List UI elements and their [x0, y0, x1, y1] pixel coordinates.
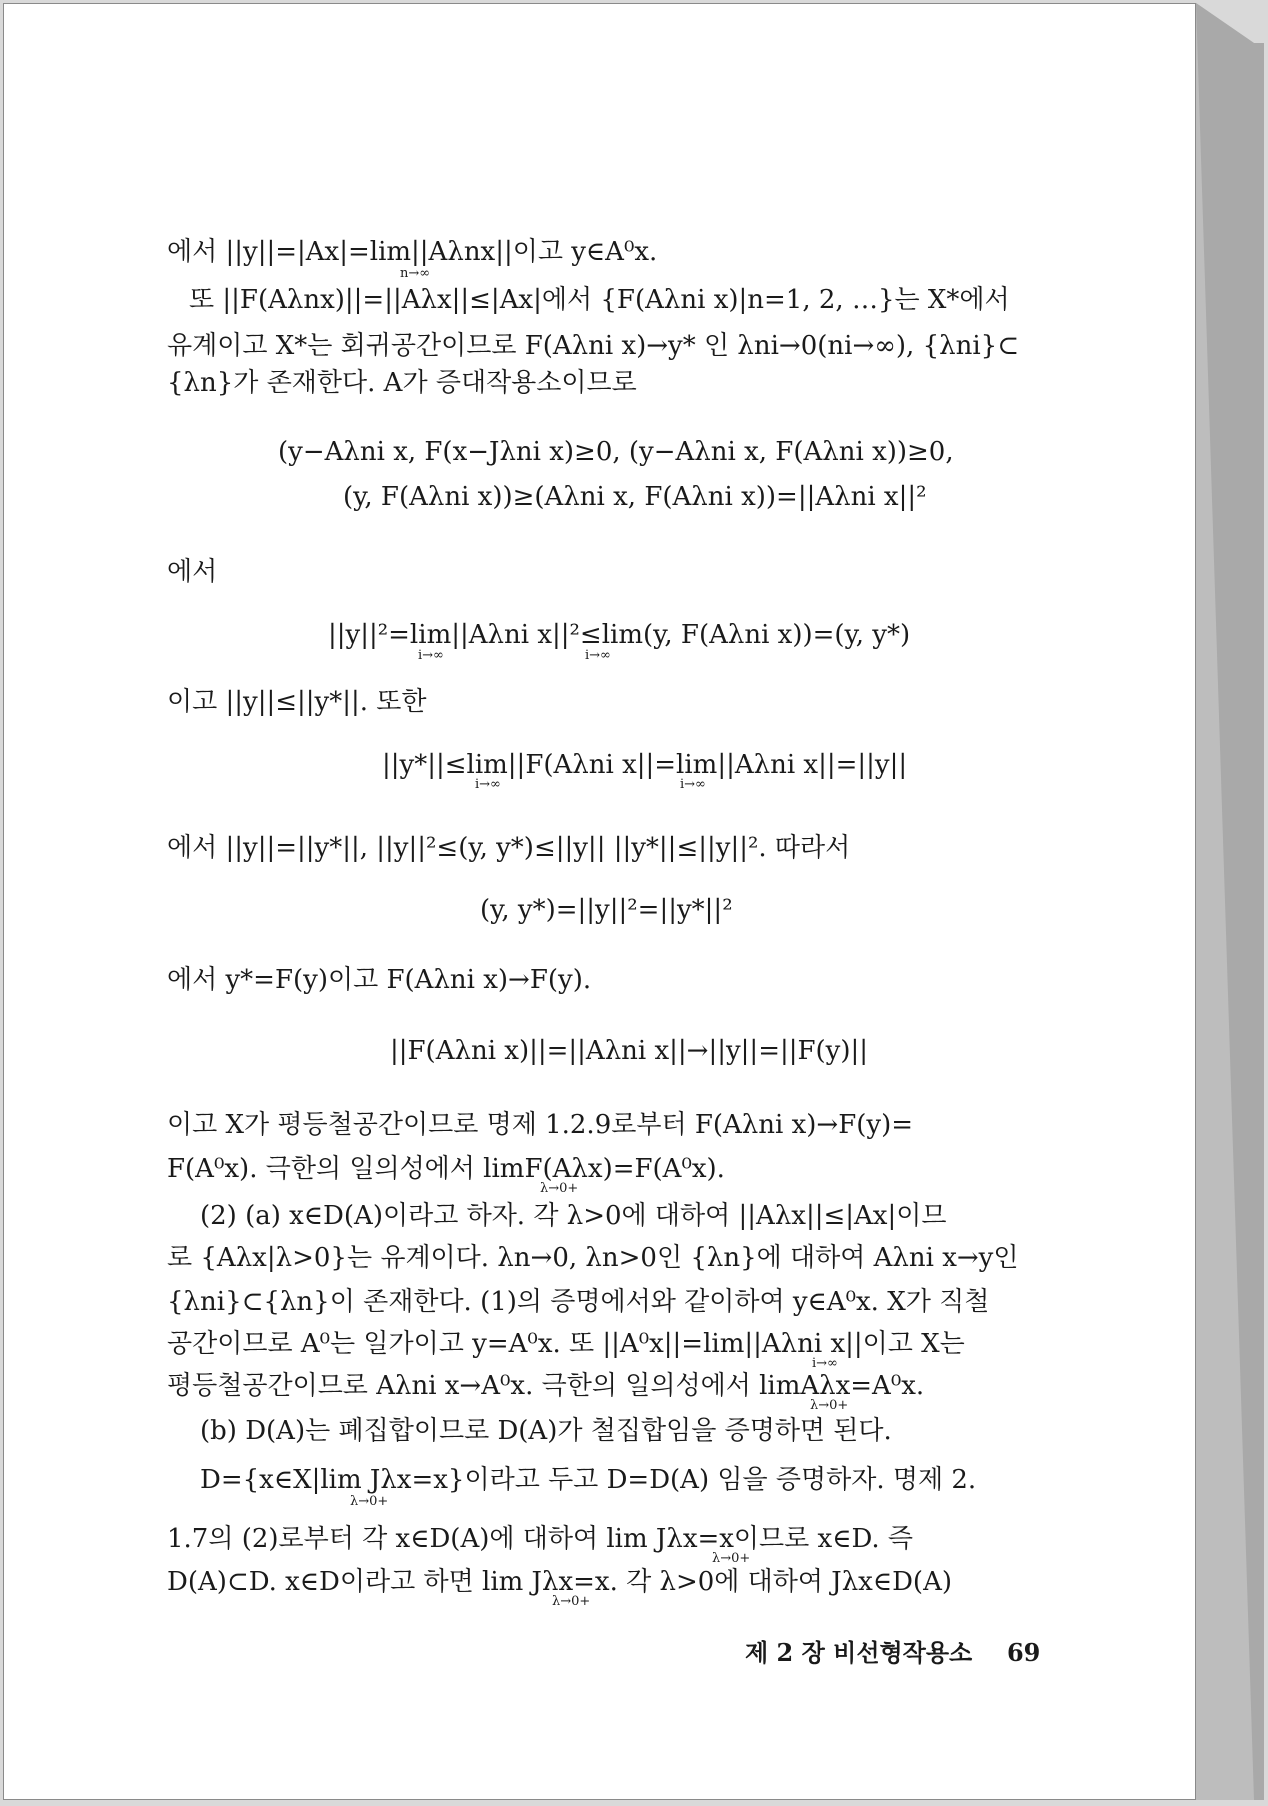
text-line-1: 에서 ||y||=|Ax|=lim||Aλnx||이고 y∈A⁰x.	[167, 237, 658, 267]
text-line-2: 또 ||F(Aλnx)||=||Aλx||≤|Ax|에서 {F(Aλni x)|n=1, 2, …}는 X*에서	[189, 285, 1010, 315]
equation-2: ||y||²=lim||Aλni x||²≤lim(y, F(Aλni x))=(y, y*)	[328, 620, 911, 650]
text-line-3: 유계이고 X*는 회귀공간이므로 F(Aλni x)→y* 인 λni→0(ni→∞), {λni}⊂	[167, 331, 1019, 361]
text-line-18: 1.7의 (2)로부터 각 x∈D(A)에 대하여 lim Jλx=x이므로 x∈D. 즉	[167, 1524, 914, 1554]
text-line-15: 평등철공간이므로 Aλni x→A⁰x. 극한의 일의성에서 limAλx=A⁰x.	[167, 1371, 925, 1401]
limit-subscript-3a: i→∞	[475, 777, 501, 792]
text-line-16: (b) D(A)는 폐집합이므로 D(A)가 철집합임을 증명하면 된다.	[200, 1416, 892, 1446]
limit-subscript-9: λ→0+	[552, 1594, 591, 1609]
page-stack-edge	[1196, 3, 1264, 1800]
limit-subscript-8: λ→0+	[712, 1551, 751, 1566]
equation-3: ||y*||≤lim||F(Aλni x||=lim||Aλni x||=||y||	[382, 750, 908, 780]
equation-5: ||F(Aλni x)||=||Aλni x||→||y||=||F(y)||	[390, 1036, 869, 1066]
limit-subscript-4: λ→0+	[540, 1181, 579, 1196]
text-line-10: F(A⁰x). 극한의 일의성에서 limF(Aλx)=F(A⁰x).	[167, 1154, 725, 1184]
chapter-title: 제 2 장 비선형작용소	[745, 1638, 973, 1667]
text-line-12: 로 {Aλx|λ>0}는 유계이다. λn→0, λn>0인 {λn}에 대하여 Aλni x→y인	[167, 1243, 1019, 1273]
text-line-5: 에서	[167, 557, 218, 587]
limit-subscript-5: i→∞	[812, 1356, 838, 1371]
equation-1b: (y, F(Aλni x))≥(Aλni x, F(Aλni x))=||Aλni x||²	[343, 482, 927, 512]
text-line-6: 이고 ||y||≤||y*||. 또한	[167, 687, 427, 717]
text-line-13: {λni}⊂{λn}이 존재한다. (1)의 증명에서와 같이하여 y∈A⁰x. X가 직철	[167, 1287, 990, 1317]
limit-subscript-6: λ→0+	[810, 1398, 849, 1413]
text-line-9: 이고 X가 평등철공간이므로 명제 1.2.9로부터 F(Aλni x)→F(y)=	[167, 1110, 914, 1140]
running-footer	[745, 1633, 1040, 1668]
text-line-17: D={x∈X|lim Jλx=x}이라고 두고 D=D(A) 임을 증명하자. 명제 2.	[200, 1465, 977, 1495]
text-line-19: D(A)⊂D. x∈D이라고 하면 lim Jλx=x. 각 λ>0에 대하여 Jλx∈D(A)	[167, 1567, 952, 1597]
text-line-7: 에서 ||y||=||y*||, ||y||²≤(y, y*)≤||y|| ||y*||≤||y||². 따라서	[167, 833, 851, 863]
text-line-14: 공간이므로 A⁰는 일가이고 y=A⁰x. 또 ||A⁰x||=lim||Aλni x||이고 X는	[167, 1329, 965, 1359]
page-number: 69	[1006, 1638, 1041, 1667]
equation-4: (y, y*)=||y||²=||y*||²	[480, 895, 733, 925]
text-line-11: (2) (a) x∈D(A)이라고 하자. 각 λ>0에 대하여 ||Aλx||≤|Ax|이므	[200, 1201, 947, 1231]
limit-subscript-2b: i→∞	[585, 648, 611, 663]
text-line-8: 에서 y*=F(y)이고 F(Aλni x)→F(y).	[167, 965, 592, 995]
equation-1a: (y−Aλni x, F(x−Jλni x)≥0, (y−Aλni x, F(Aλni x))≥0,	[278, 437, 954, 467]
text-line-4: {λn}가 존재한다. A가 증대작용소이므로	[167, 368, 637, 398]
limit-subscript-7: λ→0+	[350, 1494, 389, 1509]
limit-subscript-2a: i→∞	[418, 648, 444, 663]
limit-subscript-3b: i→∞	[680, 777, 706, 792]
limit-subscript-1: n→∞	[400, 266, 431, 281]
